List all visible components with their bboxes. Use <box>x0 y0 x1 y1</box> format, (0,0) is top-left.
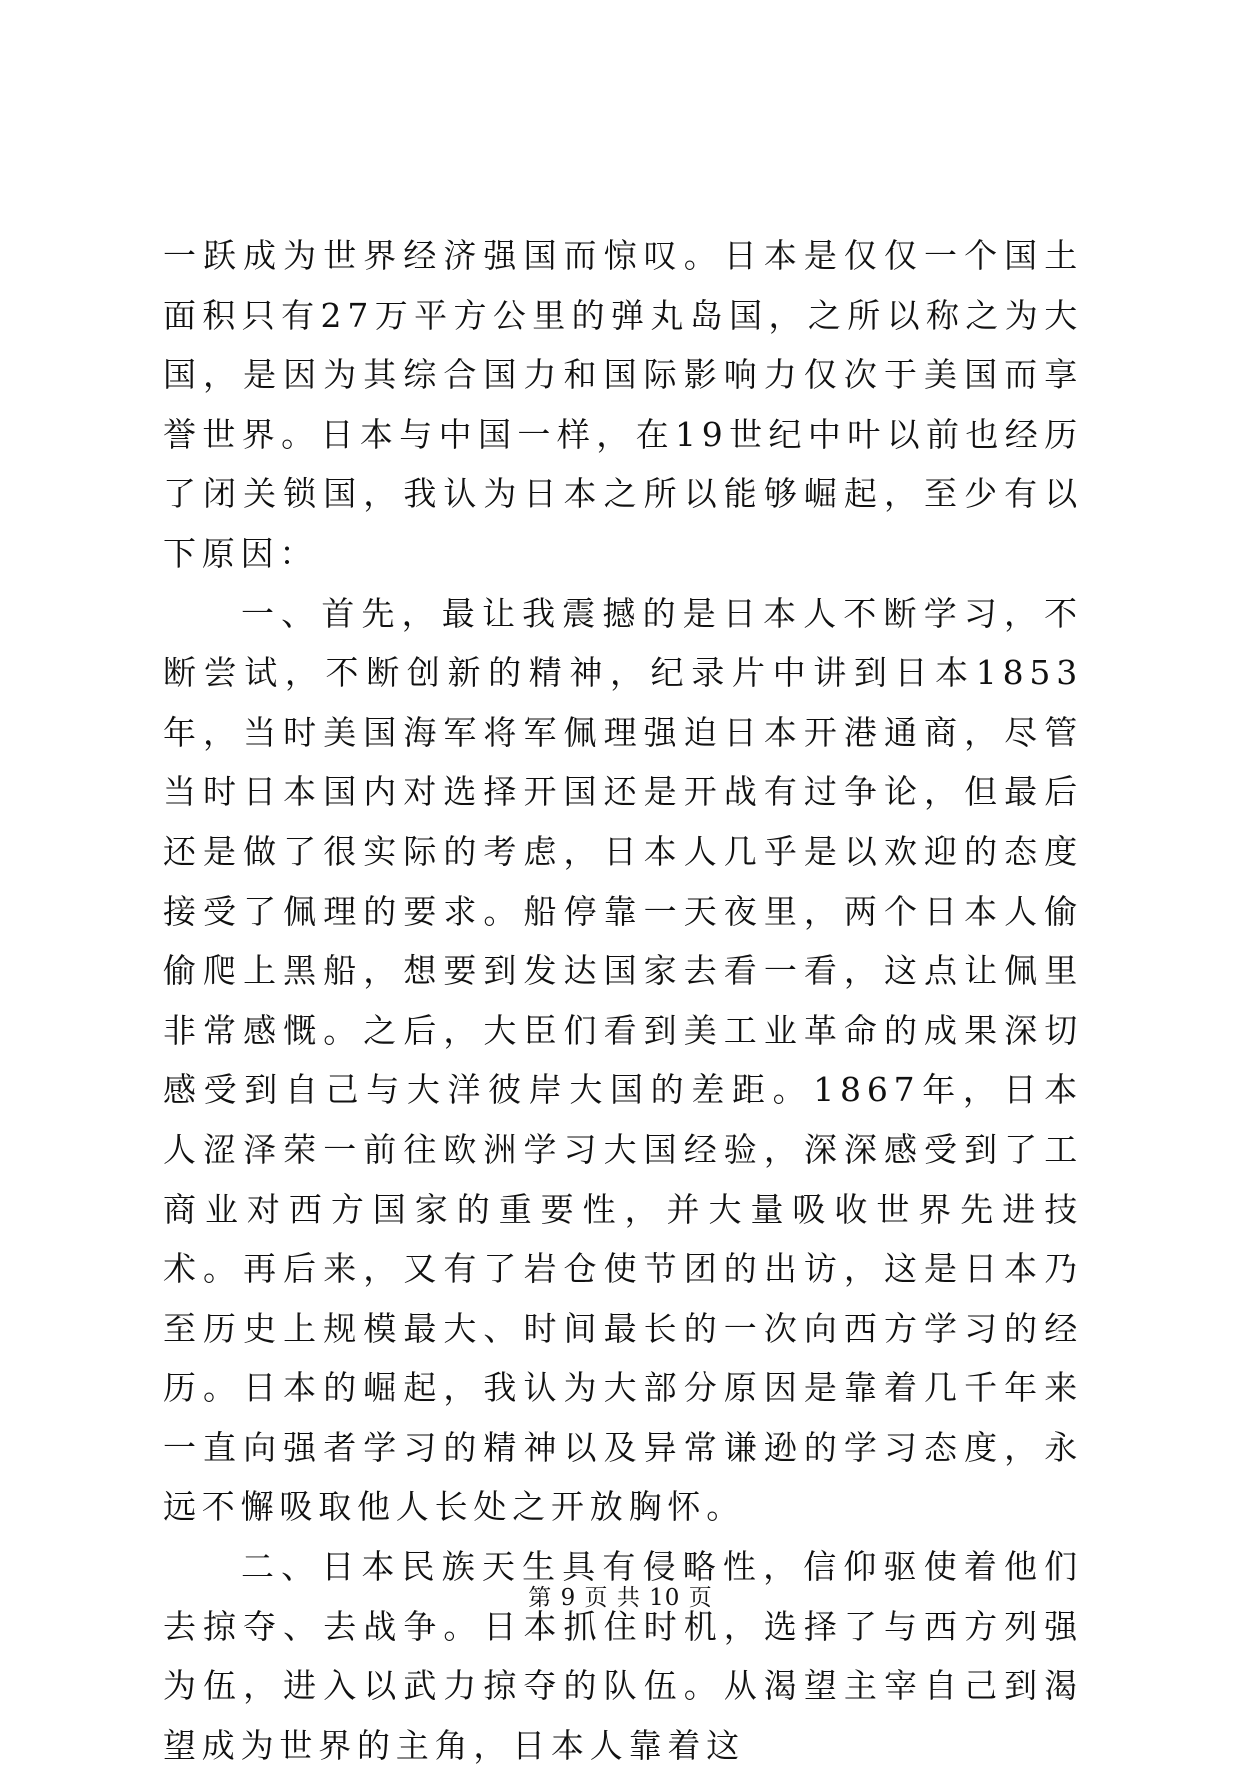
page-number-footer: 第 9 页 共 10 页 <box>528 1585 713 1611</box>
paragraph-reason-one: 一、首先，最让我震撼的是日本人不断学习，不断尝试，不断创新的精神，纪录片中讲到日本1853年，当时美国海军将军佩理强迫日本开港通商，尽管当时日本国内对选择开国还是开战有过争论，但最后还是做了很实际的考虑，日本人几乎是以欢迎的态度接受了佩理的要求。船停靠一天夜里，两个日本人偷偷爬上黑船，想要到发达国家去看一看，这点让佩里非常感慨。之后，大臣们看到美工业革命的成果深切感受到自己与大洋彼岸大国的差距。1867年，日本人涩泽荣一前往欧洲学习大国经验，深深感受到了工商业对西方国家的重要性，并大量吸收世界先进技术。再后来，又有了岩仓使节团的出访，这是日本乃至历史上规模最大、时间最长的一次向西方学习的经历。日本的崛起，我认为大部分原因是靠着几千年来一直向强者学习的精神以及异常谦逊的学习态度，永远不懈吸取他人长处之开放胸怀。 <box>163 593 1083 1527</box>
paragraph-reason-two: 二、日本民族天生具有侵略性，信仰驱使着他们去掠夺、去战争。日本抓住时机，选择了与西方列强为伍，进入以武力掠夺的队伍。从渴望主宰自己到渴望成为世界的主角，日本人靠着这 <box>163 1547 1083 1765</box>
paragraph-intro-continuation: 一跃成为世界经济强国而惊叹。日本是仅仅一个国土面积只有27万平方公里的弹丸岛国，之所以称之为大国，是因为其综合国力和国际影响力仅次于美国而享誉世界。日本与中国一样，在19世纪中叶以前也经历了闭关锁国，我认为日本之所以能够崛起，至少有以下原因： <box>163 236 1083 573</box>
document-body <box>163 226 1083 1775</box>
